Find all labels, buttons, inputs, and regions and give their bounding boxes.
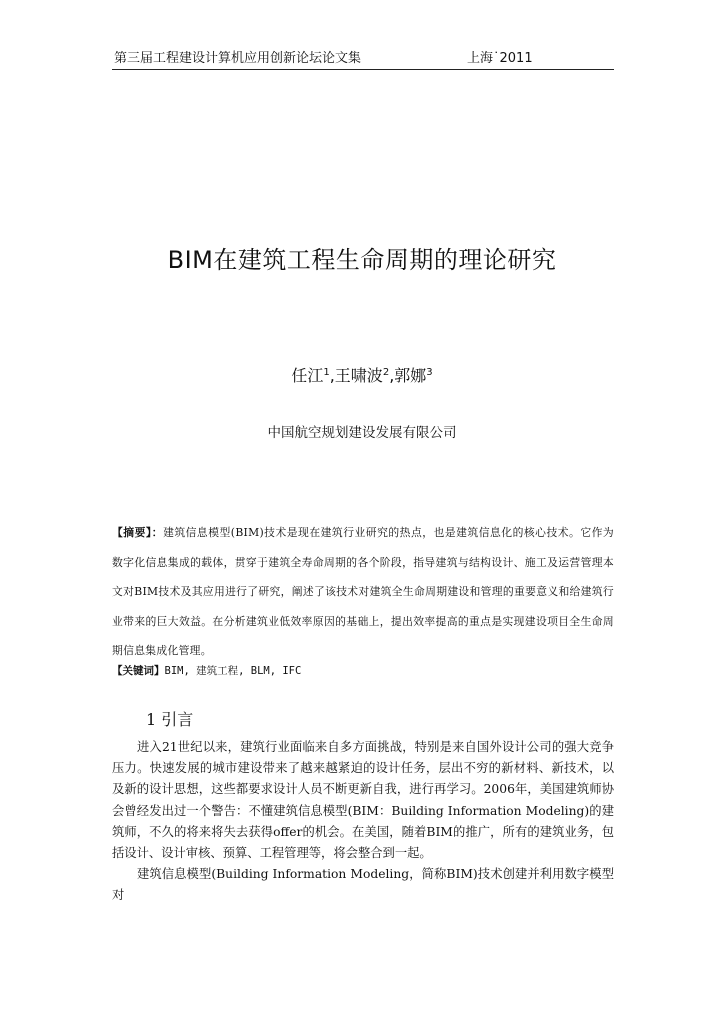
author-name: 任江 — [291, 366, 324, 385]
author-name: 王啸波 — [334, 366, 383, 385]
paper-title: BIM在建筑工程生命周期的理论研究 — [167, 246, 557, 274]
body-paragraph: 建筑信息模型(Building Information Modeling，简称BIM)技术创建并利用数字模型对 — [112, 867, 614, 903]
keywords — [112, 662, 614, 680]
section-heading: 1 引言 — [146, 710, 194, 729]
author-separator: , — [389, 366, 395, 385]
author-name: 郭娜 — [394, 366, 427, 385]
running-header — [112, 49, 614, 70]
keywords-label: 【关键词】 — [112, 665, 165, 677]
author-separator: , — [329, 366, 335, 385]
author-affiliation-mark: 1 — [323, 367, 330, 378]
keywords-text: BIM, 建筑工程, BLM, IFC — [164, 665, 302, 677]
author-affiliation-mark: 2 — [382, 367, 390, 378]
body-paragraph: 进入21世纪以来，建筑行业面临来自多方面挑战，特别是来自国外设计公司的强大竞争压力。快速发展的城市建设带来了越来越紧迫的设计任务，层出不穷的新材料、新技术，以及新的设计思想，这些都要求设计人员不断更新自我，进行再学习。2006年，美国建筑师协会曾经发出过一个警告：不懂建筑信息模型(BIM：Building Information Modeling)的建筑师，不久的将来将失去获得offer的机会。在美国，随着BIM的推广，所有的建筑业务，包括设计、设计审核、预算、工程管理等，将会整合到一起。 — [112, 740, 614, 861]
section-body — [112, 737, 614, 907]
abstract — [112, 518, 614, 666]
location-year: 上海˙2011 — [467, 51, 533, 66]
proceedings-title: 第三届工程建设计算机应用创新论坛论文集 — [114, 51, 362, 66]
affiliation: 中国航空规划建设发展有限公司 — [267, 425, 457, 441]
author-list — [0, 362, 724, 387]
author-affiliation-mark: 3 — [426, 367, 433, 378]
abstract-text: 建筑信息模型(BIM)技术是现在建筑行业研究的热点，也是建筑信息化的核心技术。它作为数字化信息集成的载体，贯穿于建筑全寿命周期的各个阶段，指导建筑与结构设计、施工及运营管理本文对BIM技术及其应用进行了研究，阐述了该技术对建筑全生命周期建设和管理的重要意义和给建筑行业带来的巨大效益。在分析建筑业低效率原因的基础上，提出效率提高的重点是实现建设项目全生命周期信息集成化管理。 — [112, 526, 614, 657]
abstract-label: 【摘要】： — [112, 526, 164, 539]
